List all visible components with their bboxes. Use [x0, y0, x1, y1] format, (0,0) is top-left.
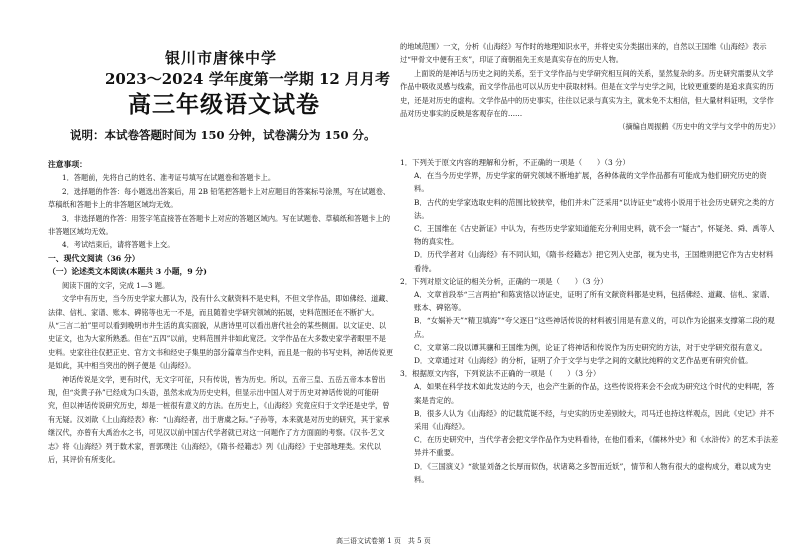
- notice-item: 2．选择题的作答：每小题选出答案后，用 2B 铅笔把答题卡上对应题目的答案标号涂黑，写在试题卷、草稿纸和答题卡上的非答题区域均无效。: [48, 186, 391, 210]
- question-option: B．古代的史学家选取史料的范围比较狭窄，他们并未广泛采用“以诗证史”或将小说用于社会历史研究之类的方法。: [414, 197, 775, 220]
- source-citation: （摘编自周振鹤《历史中的文学与文学中的历史》）: [618, 122, 780, 132]
- question-option: B．“女娲补天”“精卫填海”“夸父逐日”这些神话传说的材料被引用是有意义的，可以作为论据来支撑第二段的观点。: [414, 316, 775, 339]
- reading-intro: 阅读下面的文字，完成 1—3 题。: [62, 280, 170, 290]
- question-stem: 1．下列关于原文内容的理解和分析，不正确的一项是（ ）（3 分）: [400, 158, 630, 167]
- reading-paragraph: 神话传说是文学，更有时代，无文字可征，只有传说，皆为历史。所以，五帝三皇、五岳五帝本本曾出现，但“炎黄子孙”已经成为口头语，虽然未成为历史史料，但显示出中国人对于历史对神话传说的可能研究，但以神话传说研究历史，却是一桩很有意义的方法。在历史上，《山海经》究竟应归于文学还是史学，曾有无疑。汉刘歆《上山海经表》称：“山海经者，出于唐虞之际。”子孙等，本来就是对历史的研究，其于家承继汉代，亦曾有大禹治水之书，可见汉以前中国古代学者就已对这一问题作了方方面面的考察。《汉书·艺文志》将《山海经》列于数术家，晋郭璞注《山海经》，《隋书·经籍志》列《山海经》于史部地理类。宋代以后，其评价有所变化。: [48, 374, 390, 465]
- question-option: A．在当今历史学界，历史学家的研究领域不断地扩展，各种体裁的文学作品都有可能成为他们研究历史的资料。: [414, 171, 767, 194]
- question-option: C．在历史研究中，当代学者会把文学作品作为史料看待，在他们看来，《儒林外史》和《水浒传》的艺术手法差异并不重要。: [414, 435, 779, 458]
- school-name: 银川市唐徕中学: [165, 49, 278, 67]
- right-reading: [400, 40, 780, 134]
- question-stem: 2．下列对原文论证的相关分析，正确的一项是（ ）（3 分）: [400, 276, 608, 286]
- question-option: D．历代学者对《山海经》有不同认知，《隋书·经籍志》把它列入史部，视为史书，王国维则把它作为古史材料看待。: [414, 250, 774, 273]
- notices-block: [48, 158, 393, 252]
- exam-title: 高三年级语文试卷: [128, 91, 320, 118]
- notice-item: 3．非选择题的作答：用签字笔直接答在答题卡上对应的答题区域内。写在试题卷、草稿纸和答题卡上的非答题区域均无效。: [48, 213, 391, 237]
- notice-item: 1．答题前，先将自己的姓名、准考证号填写在试题卷和答题卡上。: [62, 173, 276, 183]
- notice-item: 4．考试结束后，请将答题卡上交。: [62, 240, 175, 250]
- section1-block: [48, 252, 393, 467]
- question-option: C．文章第二段以谭其骧和王国维为例，论证了将神话和传说作为历史研究的方法，对于史学研究很有意义。: [414, 342, 768, 352]
- notices-heading: 注意事项：: [48, 160, 87, 169]
- reading-paragraph: 的地域范围）一文，分析《山海经》写作时的地理知识水平，并将史实分类据出来的，自然以王国维《山海经》表示过“甲骨文中便有王亥”，印证了商朝祖先王亥是真实存在的历史人物。: [400, 42, 767, 65]
- reading-paragraph: 文学中有历史，当今历史学家大都认为，没有什么文献资料不是史料，不但文学作品，即如佛经、道藏、法律、信札、家谱、账本、碑铭等也无一不是，而且随着史学研究领域的拓展，史料范围还在不断扩大。从“三言二拍”里可以看到晚明市井生活的真实面貌，从唐诗里可以看出唐代社会的某些侧面。以文证史、以史证文，也为大家所熟悉。但在“五四”以前，史料范围并非如此宽泛。文学作品在大多数史家学者眼里不是史料。史家往往仅把正史、官方文书和经史子集里的部分篇章当作史料，而且是一般的书写史料，神话传说更是如此，其中相当突出的例子便是《山海经》。: [48, 294, 394, 371]
- question-option: D．《三国演义》“欲显刘备之长厚而似伪，状诸葛之多智而近妖”，情节和人物有很大的虚构成分，难以成为史料。: [414, 461, 772, 484]
- question-option: B．很多人认为《山海经》的记载荒诞不经，与史实的历史差别较大，司马迁也持这样观点，因此《史记》并不采用《山海经》。: [414, 408, 775, 432]
- page-footer: 高三语文试卷第 1 页 共 5 页: [336, 537, 431, 545]
- exam-term: 2023～2024 学年度第一学期 12 月月考: [105, 70, 391, 88]
- exam-note: 说明：本试卷答题时间为 150 分钟，试卷满分为 150 分。: [70, 128, 376, 142]
- question-option: D．文章通过对《山海经》的分析，证明了介于文学与史学之间的文献比纯粹的文艺作品更有研究价值。: [414, 356, 753, 366]
- questions-block: [400, 156, 780, 486]
- question-option: C．王国维在《古史新证》中认为，有些历史学家知道能充分利用史料，就不会一“疑古”，怀疑尧、舜、禹等人物的真实性。: [414, 224, 775, 247]
- section-title: 一、现代文阅读（36 分）: [48, 254, 140, 263]
- question-stem: 3．根据原文内容，下列说法不正确的一项是（ ）（3 分）: [400, 369, 601, 379]
- subsection-title: （一）论述类文本阅读(本题共 3 小题，9 分): [48, 267, 207, 277]
- reading-paragraph: 上面说的是神话与历史之间的关系，至于文学作品与史学研究相互间的关系，显然复杂的多。历史研究需要从文学作品中吸收灵感与线索，而文学作品也可以从历史中获取材料。但是在文学与史学之间，比较更重要的是追求真实的历史，还是对历史的虚构。文学作品中的历史事实，往往以记录与真实为主，就未免不太相信，但大量材料证明，文学作品对历史事实的反映是客观存在的……: [400, 68, 774, 119]
- question-option: A．如果在科学技术如此发达的今天，也会产生新的作品，这些传说将来会不会成为研究这个时代的史料呢，答案是肯定的。: [414, 382, 775, 405]
- question-option: A．文章首段举“三言两拍”和陈寅恪以诗证史，证明了所有文献资料都是史料，包括佛经、道藏、信札、家谱、账本、碑铭等。: [414, 290, 775, 313]
